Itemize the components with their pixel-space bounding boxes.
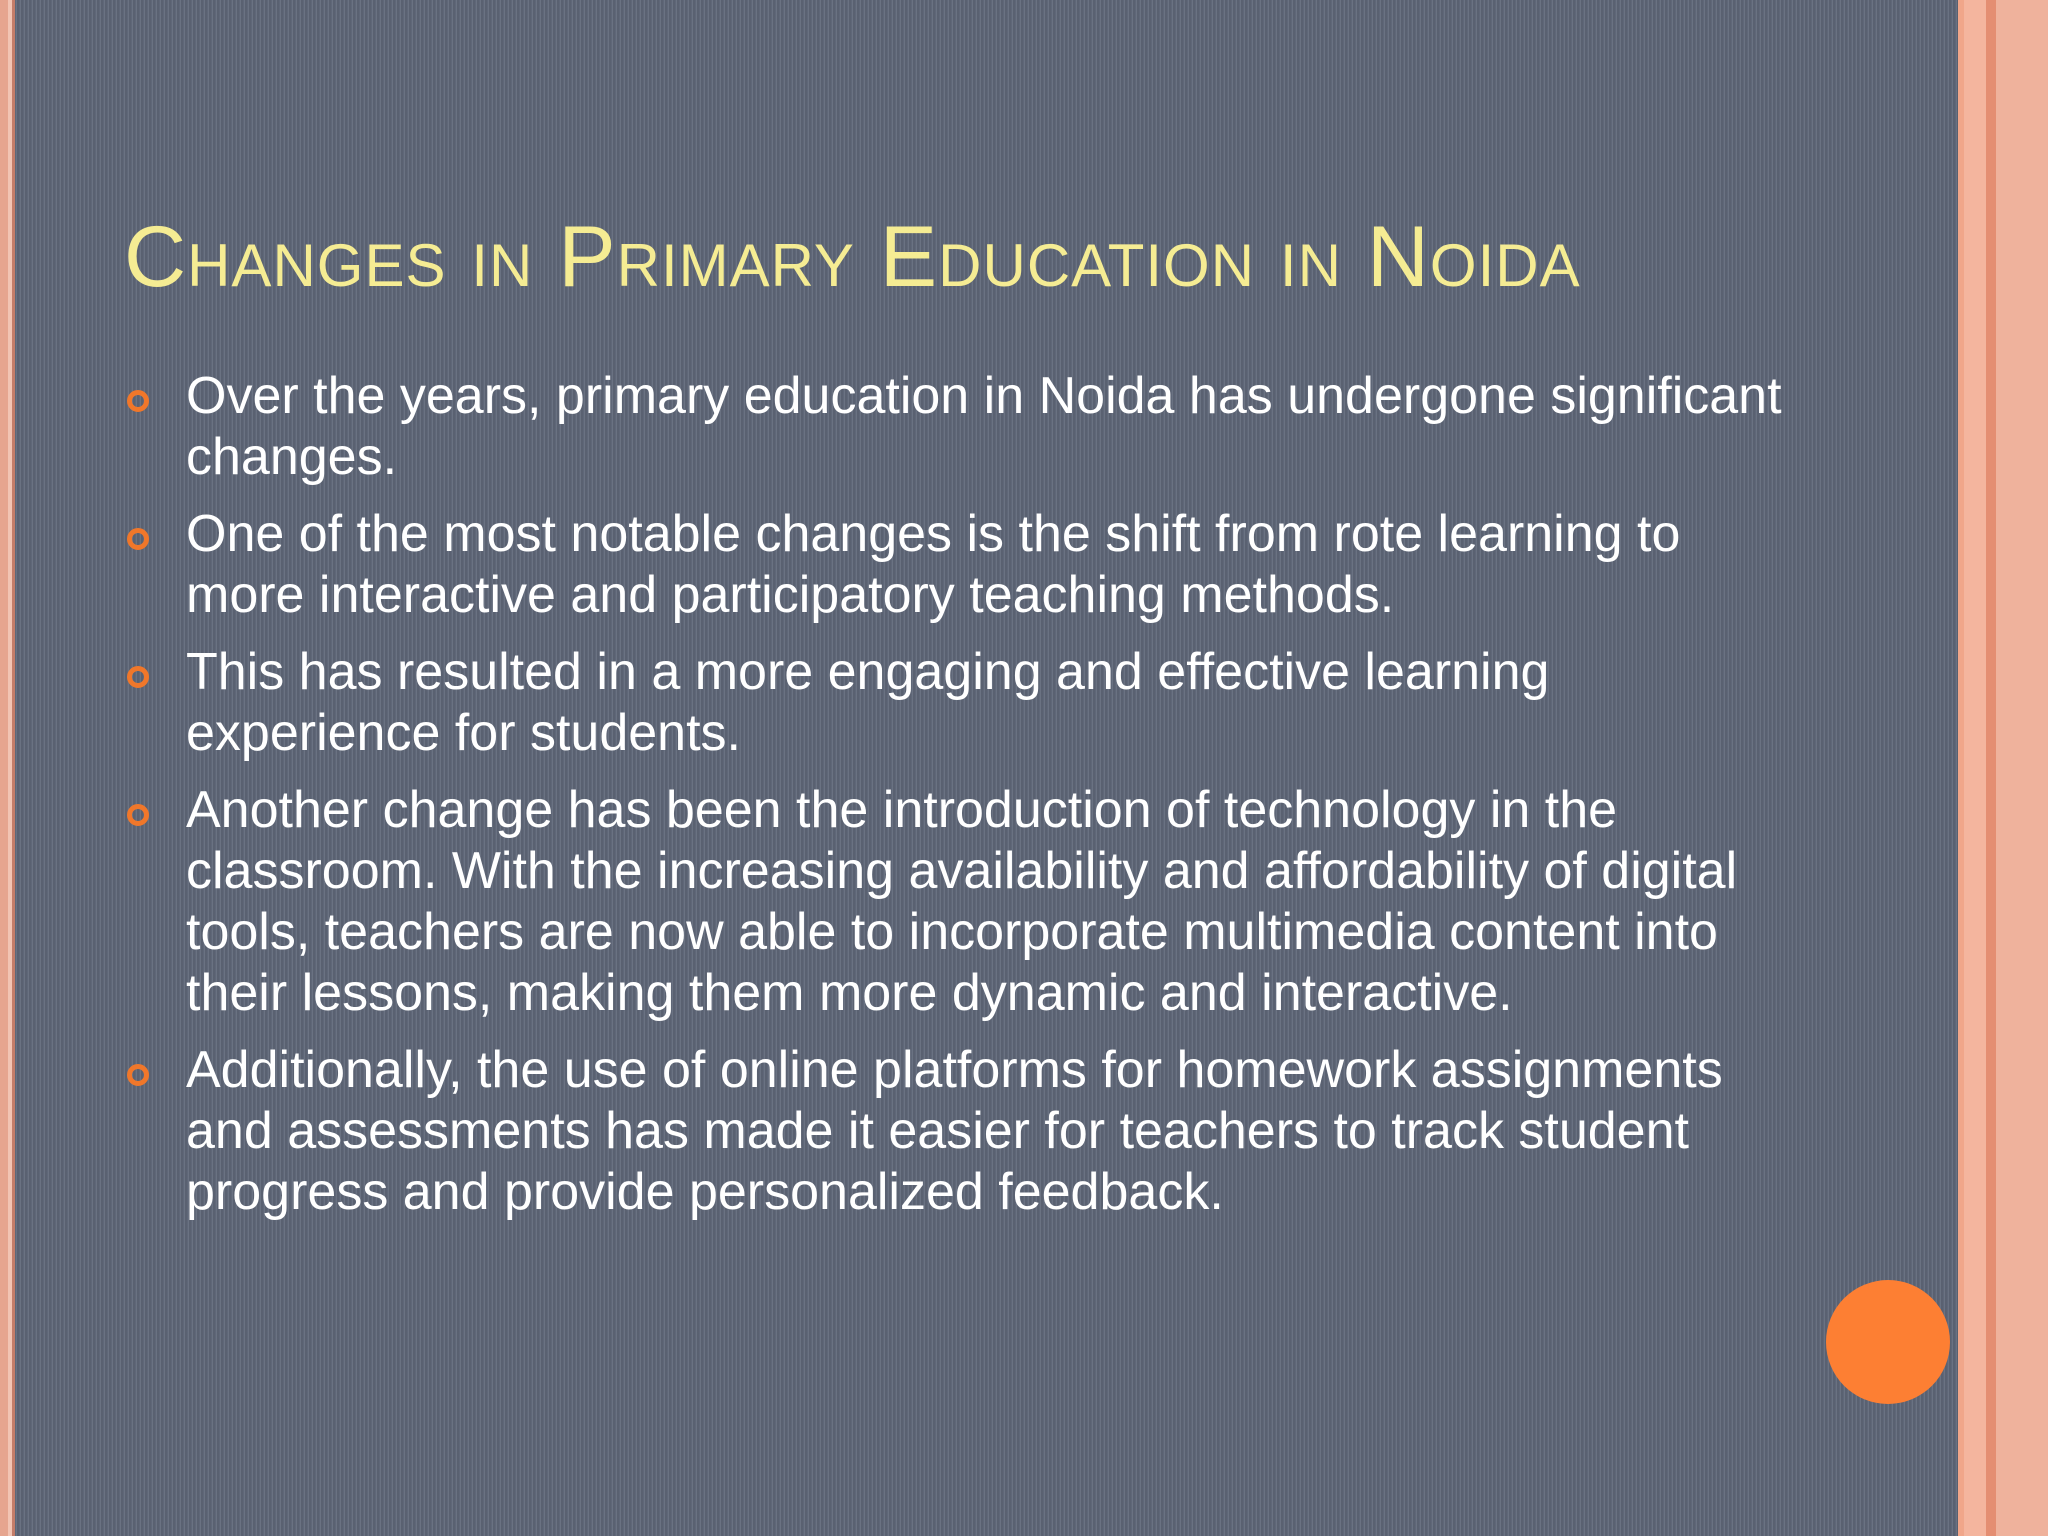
left-border-stripe: [0, 0, 8, 1536]
orange-dot: [1826, 1280, 1950, 1404]
bullet-item: [124, 504, 1804, 626]
hollow-circle-bullet-icon: [127, 666, 149, 688]
hollow-circle-bullet-icon: [127, 804, 149, 826]
left-border-stripe-dark: [12, 0, 15, 1536]
bullet-list: [124, 366, 1804, 1239]
bullet-text: Over the years, primary education in Noida has undergone significant changes.: [186, 367, 1782, 486]
bullet-item: [124, 780, 1804, 1024]
bullet-item: [124, 1040, 1804, 1223]
slide-title: Changes in Primary Education in Noida: [124, 209, 1581, 305]
right-border-band: [1996, 0, 2048, 1536]
bullet-item: [124, 642, 1804, 764]
right-border-stripe-light: [1964, 0, 1986, 1536]
bullet-item: [124, 366, 1804, 488]
right-border-stripe-dark: [1986, 0, 1996, 1536]
hollow-circle-bullet-icon: [127, 1064, 149, 1086]
bullet-text: One of the most notable changes is the shift from rote learning to more interactive and participatory teaching methods.: [186, 505, 1681, 624]
hollow-circle-bullet-icon: [127, 390, 149, 412]
bullet-text: Additionally, the use of online platforms for homework assignments and assessments has made it easier for teachers to track student progress and provide personalized feedback.: [186, 1041, 1723, 1221]
hollow-circle-bullet-icon: [127, 528, 149, 550]
bullet-text: This has resulted in a more engaging and effective learning experience for students.: [186, 643, 1550, 762]
bullet-text: Another change has been the introduction of technology in the classroom. With the increasing availability and affordability of digital tools, teachers are now able to incorporate multimedia content into their lessons, making them more dynamic and interactive.: [186, 781, 1738, 1022]
